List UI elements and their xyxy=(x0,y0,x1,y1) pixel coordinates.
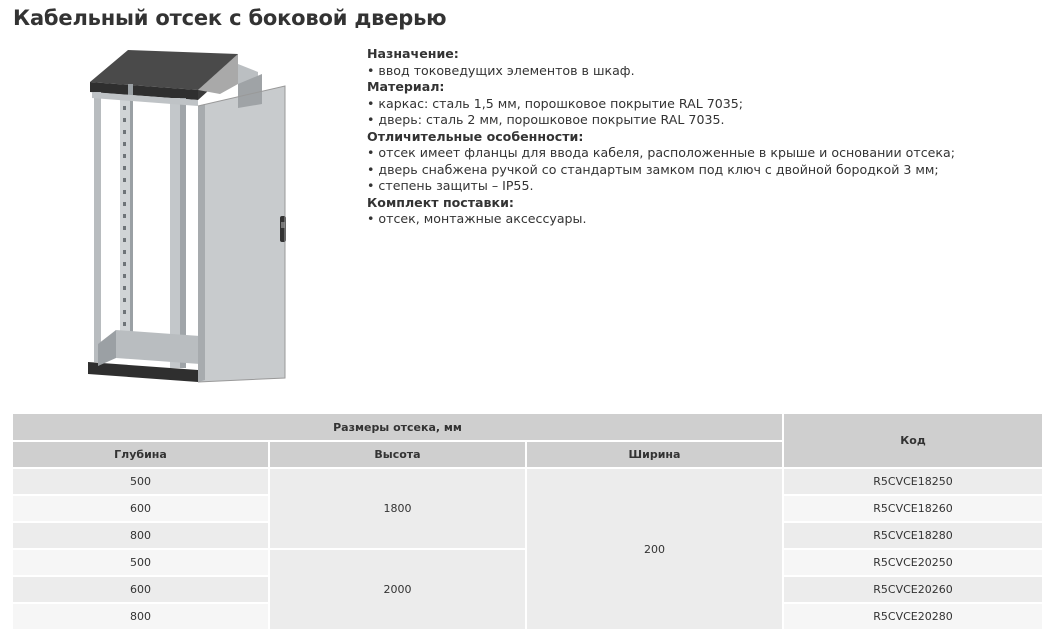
code-cell: R5CVCE20250 xyxy=(784,550,1042,577)
section-item: • каркас: сталь 1,5 мм, порошковое покрытие RAL 7035; xyxy=(367,95,744,111)
depth-header: Глубина xyxy=(13,442,270,469)
width-cell: 200 xyxy=(527,469,784,631)
group-header: Размеры отсека, мм xyxy=(13,414,784,442)
height-header: Высота xyxy=(270,442,527,469)
section-item: • ввод токоведущих элементов в шкаф. xyxy=(367,62,635,78)
code-cell: R5CVCE18260 xyxy=(784,496,1042,523)
section-item: • дверь: сталь 2 мм, порошковое покрытие RAL 7035. xyxy=(367,112,725,127)
specs-table xyxy=(13,414,1042,631)
depth-cell: 500 xyxy=(13,550,270,577)
page-title: Кабельный отсек с боковой дверью xyxy=(13,6,447,30)
section-material xyxy=(367,79,1027,129)
section-purpose xyxy=(367,46,1027,79)
description xyxy=(367,46,1027,228)
code-cell: R5CVCE18250 xyxy=(784,469,1042,496)
code-cell: R5CVCE18280 xyxy=(784,523,1042,550)
section-heading: Материал: xyxy=(367,79,445,94)
cable-compartment-cabinet-icon xyxy=(80,44,342,386)
width-header: Ширина xyxy=(527,442,784,469)
table-row xyxy=(13,469,1042,496)
code-header: Код xyxy=(784,414,1042,469)
section-item: • дверь снабжена ручкой со стандартым замком под ключ с двойной бородкой 3 мм; xyxy=(367,161,939,177)
depth-cell: 600 xyxy=(13,577,270,604)
section-heading: Комплект поставки: xyxy=(367,194,514,210)
code-cell: R5CVCE20280 xyxy=(784,604,1042,631)
section-package xyxy=(367,195,1027,228)
depth-cell: 500 xyxy=(13,469,270,496)
height-cell: 2000 xyxy=(270,550,527,631)
depth-cell: 600 xyxy=(13,496,270,523)
section-features xyxy=(367,129,1027,195)
section-item: • отсек, монтажные аксессуары. xyxy=(367,211,587,226)
height-cell: 1800 xyxy=(270,469,527,550)
section-item: • отсек имеет фланцы для ввода кабеля, расположенные в крыше и основании отсека; xyxy=(367,145,955,160)
depth-cell: 800 xyxy=(13,523,270,550)
depth-cell: 800 xyxy=(13,604,270,631)
section-item: • степень защиты – IP55. xyxy=(367,178,534,193)
section-heading: Назначение: xyxy=(367,46,459,61)
section-heading: Отличительные особенности: xyxy=(367,128,584,144)
code-cell: R5CVCE20260 xyxy=(784,577,1042,604)
